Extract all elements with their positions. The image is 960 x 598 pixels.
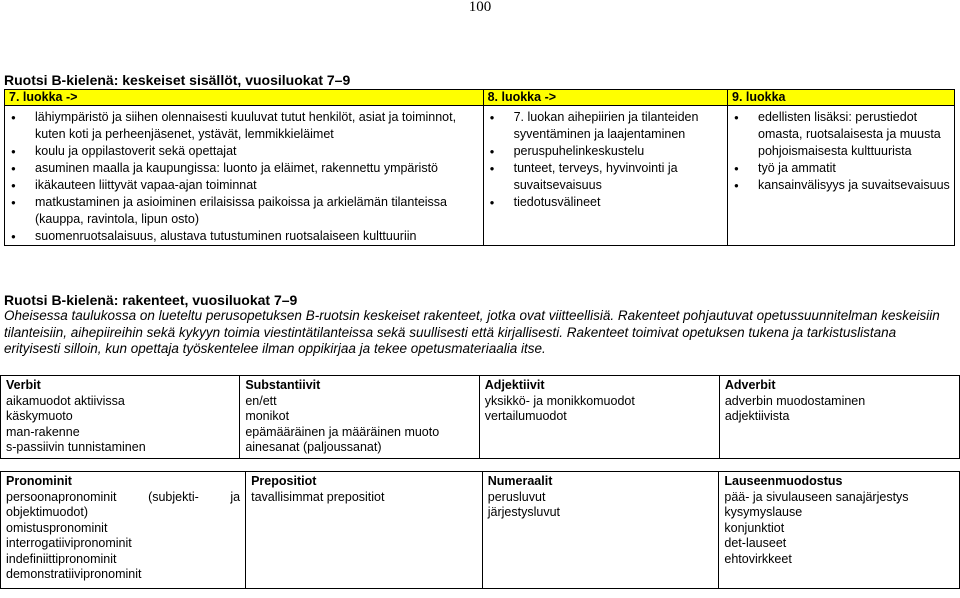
numerals-cell: [482, 472, 719, 589]
pronouns-cell: [1, 472, 246, 589]
contents-body-row: [5, 106, 955, 246]
cell-line: aikamuodot aktiivissa: [6, 393, 125, 408]
structures-table-row2: [0, 471, 960, 589]
list-item: ● lähiympäristö ja siihen olennaisesti kuuluvat tutut henkilöt, asiat ja toiminnot, kuten koti ja perheenjäsenet, ystävät, lemmikkieläimet: [9, 109, 479, 143]
cell-line: man-rakenne: [6, 424, 80, 439]
cell-line: käskymuoto: [6, 409, 73, 423]
cell-title: Adjektiivit: [484, 378, 545, 392]
cell-line: vertailumuodot: [484, 409, 567, 423]
list-item: ● peruspuhelinkeskustelu: [488, 143, 723, 160]
cell-word: (subjekti-: [148, 489, 199, 504]
cell-line: ainesanat (paljoussanat): [245, 440, 382, 454]
header-grade8: 8. luokka ->: [483, 90, 727, 106]
list-item: ● matkustaminen ja asioiminen erilaisissa paikoissa ja arkielämän tilanteissa (kauppa, ravintola, lipun osto): [9, 194, 479, 228]
cell-title: Substantiivit: [245, 378, 321, 392]
cell-line: en/ett: [245, 393, 277, 408]
verbs-cell: [1, 376, 240, 459]
sentence-formation-cell: [719, 472, 960, 589]
cell-line: ehtovirkkeet: [724, 551, 792, 566]
cell-line: pää- ja sivulauseen sanajärjestys: [724, 489, 909, 504]
adverbs-cell: [719, 376, 959, 459]
table-row: [1, 472, 960, 589]
cell-line: demonstratiivipronominit: [6, 567, 142, 581]
list-item: ● tiedotusvälineet: [488, 194, 723, 211]
page-number: 100: [468, 0, 492, 15]
prepositions-cell: [246, 472, 483, 589]
intro-paragraph: Oheisessa taulukossa on lueteltu perusopetuksen B-ruotsin keskeiset rakenteet, jotka ovat viitteellisiä. Rakenteet pohjautuvat opetussuunnitelman keskeisiin tilanteisiin, aihepiireihin sekä kykyyn toimia viestintätilanteissa sekä suullisesti että kirjallisesti. Rakenteet toimivat opetuksen tukena ja tarkistuslistana erityisesti silloin, kun opettaja työskentelee ilman oppikirjaa ja tekee opetusmateriaalia itse.: [4, 308, 940, 356]
grade8-cell: [483, 106, 727, 246]
cell-line: adjektiivista: [724, 409, 790, 423]
grade7-cell: [5, 106, 484, 246]
cell-word: persoonapronominit: [6, 489, 117, 504]
list-item: ● työ ja ammatit: [732, 160, 950, 177]
grade8-list: [488, 109, 723, 211]
cell-line: yksikkö- ja monikkomuodot: [484, 393, 635, 408]
grade9-list: [732, 109, 950, 194]
cell-title: Prepositiot: [251, 474, 317, 488]
cell-line: s-passiivin tunnistaminen: [6, 440, 146, 454]
cell-title: Adverbit: [724, 378, 776, 392]
cell-line: objektimuodot): [6, 505, 88, 519]
cell-line: interrogatiivipronominit: [6, 536, 132, 550]
list-item: ● ikäkauteen liittyvät vapaa-ajan toiminnat: [9, 177, 479, 194]
cell-line: monikot: [245, 409, 290, 423]
structures-table-row1: [0, 375, 960, 459]
list-item: ● koulu ja oppilastoverit sekä opettajat: [9, 143, 479, 160]
cell-line: perusluvut: [487, 489, 546, 504]
cell-line: indefiniittipronominit: [6, 551, 117, 566]
section2-title: Ruotsi B-kielenä: rakenteet, vuosiluokat 7–9: [4, 292, 298, 308]
cell-line: kysymyslause: [724, 505, 803, 519]
adjectives-cell: [479, 376, 719, 459]
cell-title: Verbit: [6, 378, 41, 392]
table-row: [1, 376, 960, 459]
header-grade7: 7. luokka ->: [5, 90, 484, 106]
cell-title: Numeraalit: [487, 474, 553, 488]
cell-line: det-lauseet: [724, 536, 787, 550]
grade7-list: [9, 109, 479, 245]
list-item: ● 7. luokan aihepiirien ja tilanteiden syventäminen ja laajentaminen: [488, 109, 723, 143]
list-item: ● tunteet, terveys, hyvinvointi ja suvaitsevaisuus: [488, 160, 723, 194]
list-item: ● kansainvälisyys ja suvaitsevaisuus: [732, 177, 950, 194]
section1-title: Ruotsi B-kielenä: keskeiset sisällöt, vuosiluokat 7–9: [4, 72, 351, 88]
cell-line: tavallisimmat prepositiot: [251, 489, 385, 504]
cell-line: omistuspronominit: [6, 520, 108, 535]
cell-title: Lauseenmuodostus: [724, 474, 843, 488]
cell-line: järjestysluvut: [487, 505, 560, 519]
list-item: ● asuminen maalla ja kaupungissa: luonto ja eläimet, rakennettu ympäristö: [9, 160, 479, 177]
contents-header-row: [5, 90, 955, 106]
grade9-cell: [728, 106, 955, 246]
contents-table: [4, 89, 955, 246]
cell-word: ja: [230, 489, 241, 504]
header-grade9: 9. luokka: [728, 90, 955, 106]
cell-line: [6, 490, 240, 506]
list-item: ● edellisten lisäksi: perustiedot omasta, ruotsalaisesta ja muusta pohjoismaisesta kulttuurista: [732, 109, 950, 160]
cell-line: konjunktiot: [724, 520, 785, 535]
nouns-cell: [240, 376, 479, 459]
list-item: ● suomenruotsalaisuus, alustava tutustuminen ruotsalaiseen kulttuuriin: [9, 228, 479, 245]
cell-line: adverbin muodostaminen: [724, 393, 866, 408]
cell-title: Pronominit: [6, 474, 72, 488]
cell-line: epämääräinen ja määräinen muoto: [245, 424, 440, 439]
